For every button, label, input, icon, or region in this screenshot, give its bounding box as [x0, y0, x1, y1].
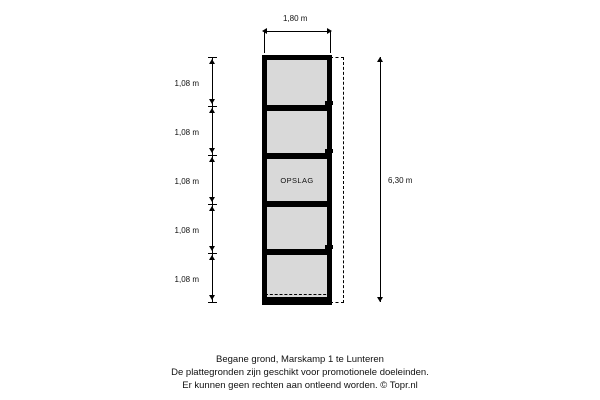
- arrow-seg3-up: [209, 206, 215, 211]
- caption-title: Begane grond, Marskamp 1 te Lunteren: [216, 354, 384, 365]
- arrow-seg0-up: [209, 59, 215, 64]
- arrow-seg4-down: [209, 295, 215, 300]
- dimension-line-width-top: [264, 31, 330, 32]
- room-3-opslag: [267, 156, 327, 204]
- tick-left-2: [208, 155, 217, 156]
- room-4: [267, 204, 327, 252]
- arrow-right-height-down: [377, 297, 383, 302]
- arrow-right-height-up: [377, 57, 383, 62]
- tick-left-4: [208, 253, 217, 254]
- dimension-label-height-right: 6,30 m: [388, 176, 413, 185]
- dimension-rail-right: [380, 57, 381, 302]
- dimension-label-left-3: 1,08 m: [174, 177, 199, 186]
- extension-tick-right-top: [330, 31, 331, 53]
- dashed-overhang-right: [330, 57, 344, 303]
- dashed-overhang-bottom: [265, 294, 331, 304]
- dimension-label-left-5: 1,08 m: [174, 275, 199, 284]
- tick-left-0: [208, 57, 217, 58]
- caption-block: [0, 353, 600, 392]
- tick-left-1: [208, 106, 217, 107]
- dimension-label-left-4: 1,08 m: [174, 226, 199, 235]
- caption-line-2: De plattegronden zijn geschikt voor promotionele doeleinden.: [171, 367, 429, 378]
- arrow-seg4-up: [209, 255, 215, 260]
- room-3-label: OPSLAG: [280, 175, 314, 185]
- building-outline: [262, 55, 332, 305]
- dimension-rail-left: [212, 57, 213, 302]
- caption-line-3: Er kunnen geen rechten aan ontleend worden. © Topr.nl: [182, 380, 418, 391]
- arrow-seg2-up: [209, 157, 215, 162]
- arrow-seg1-up: [209, 108, 215, 113]
- extension-tick-left-top: [264, 31, 265, 53]
- room-5: [267, 252, 327, 300]
- arrow-seg3-down: [209, 246, 215, 251]
- tick-left-5: [208, 302, 217, 303]
- dimension-label-left-2: 1,08 m: [174, 128, 199, 137]
- arrow-seg2-down: [209, 197, 215, 202]
- room-2: [267, 108, 327, 156]
- arrow-seg1-down: [209, 148, 215, 153]
- dimension-label-width-top: 1,80 m: [283, 14, 308, 23]
- tick-left-3: [208, 204, 217, 205]
- room-1: [267, 60, 327, 108]
- dimension-label-left-1: 1,08 m: [174, 79, 199, 88]
- arrow-seg0-down: [209, 99, 215, 104]
